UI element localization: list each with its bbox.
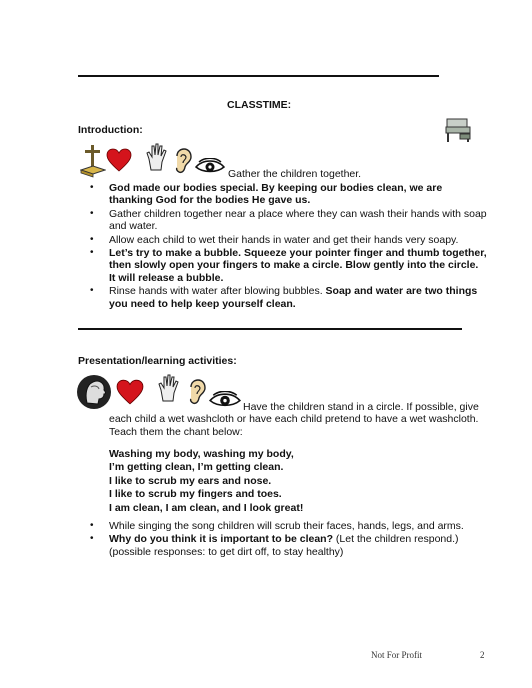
ear-icon xyxy=(186,379,206,405)
chant-block xyxy=(109,448,303,515)
presentation-lead-line-2: each child a wet washcloth or have each child pretend to have a wet washcloth. xyxy=(109,413,479,425)
introduction-lead: Gather the children together. xyxy=(228,168,362,180)
chair-icon xyxy=(444,116,474,144)
heart-icon xyxy=(116,379,144,405)
chant-line: I am clean, I am clean, and I look great! xyxy=(109,501,304,514)
list-item: • Allow each child to wet their hands in water and get their hands very soapy. xyxy=(109,234,487,246)
eye-icon xyxy=(209,391,241,408)
chant-line: I like to scrub my ears and nose. xyxy=(109,474,272,487)
hand-icon xyxy=(145,143,167,171)
list-item: • Let’s try to make a bubble. Squeeze your pointer finger and thumb together, then slowly open your fingers to make a circle. Blow gently into the circle. It will release a bubble. xyxy=(109,247,487,284)
footer-text: Not For Profit xyxy=(371,650,423,660)
list-item: • Gather children together near a place where they can wash their hands with soap and water. xyxy=(109,208,487,233)
list-item: • Why do you think it is important to be clean? (Let the children respond.) (possible responses: to get dirt off, to stay healthy) xyxy=(109,533,489,558)
head-profile-icon xyxy=(76,373,112,411)
list-item: • God made our bodies special. By keeping our bodies clean, we are thanking God for the bodies He gave us. xyxy=(109,182,487,207)
introduction-bullet-list xyxy=(109,182,487,311)
classtime-heading: CLASSTIME: xyxy=(227,99,292,111)
presentation-label: Presentation/learning activities: xyxy=(78,355,237,367)
eye-icon xyxy=(195,158,225,174)
page-number: 2 xyxy=(480,650,485,660)
ear-icon xyxy=(172,148,192,174)
list-item: • While singing the song children will scrub their faces, hands, legs, and arms. xyxy=(109,520,489,532)
chant-line: I like to scrub my fingers and toes. xyxy=(109,488,282,501)
chant-line: Washing my body, washing my body, xyxy=(109,448,294,460)
introduction-label: Introduction: xyxy=(78,124,143,136)
top-divider xyxy=(78,75,439,77)
list-item: • Rinse hands with water after blowing bubbles. Soap and water are two things you need to help keep yourself clean. xyxy=(109,285,487,310)
presentation-lead-line-1: Have the children stand in a circle. If possible, give xyxy=(243,401,479,413)
presentation-bullet-list xyxy=(109,520,489,559)
middle-divider xyxy=(78,328,462,330)
presentation-lead-line-3: Teach them the chant below: xyxy=(109,426,243,438)
hand-icon xyxy=(157,374,179,402)
chant-line: I’m getting clean, I’m getting clean. xyxy=(109,461,284,474)
cross-bible-icon xyxy=(80,144,106,178)
heart-icon xyxy=(106,148,132,172)
